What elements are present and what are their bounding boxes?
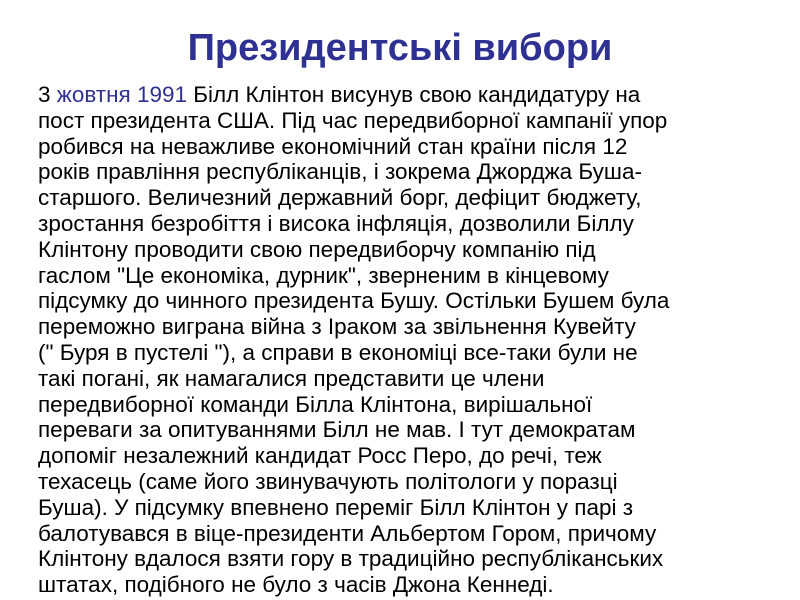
body-line: гаслом "Це економіка, дурник", зверненим в кінцевому xyxy=(38,262,609,288)
body-line: зростання безробіття і висока інфляція, дозволили Біллу xyxy=(38,210,634,236)
body-line: підсумку до чинного президента Бушу. Остільки Бушем була xyxy=(38,288,670,314)
slide-body-text xyxy=(38,82,788,598)
body-line: передвиборної команди Білла Клінтона, вирішальної xyxy=(38,391,593,417)
first-line-rest: Білл Клінтон висунув свою кандидатуру на xyxy=(187,82,641,107)
body-line: допоміг незалежний кандидат Росс Перо, до речі, теж xyxy=(38,443,602,469)
body-line-1 xyxy=(38,82,788,108)
body-line: старшого. Величезний державний борг, дефіцит бюджету, xyxy=(38,185,642,211)
date-link[interactable]: жовтня 1991 xyxy=(56,82,188,107)
date-day: 3 xyxy=(38,82,57,107)
body-line: переможно виграна війна з Іраком за звільнення Кувейту xyxy=(38,314,636,340)
body-line: років правління республіканців, і зокрема Джорджа Буша- xyxy=(38,159,642,185)
body-line: пост президента США. Під час передвиборної кампанії упор xyxy=(38,107,668,133)
body-line: робився на неважливе економічний стан країни після 12 xyxy=(38,133,628,159)
body-line: Клінтону вдалося взяти гору в традиційно республіканських xyxy=(38,546,664,572)
body-line: техасець (саме його звинувачують політологи у поразці xyxy=(38,468,618,494)
body-line: Буша). У підсумку впевнено переміг Білл Клінтон у парі з xyxy=(38,494,634,520)
body-line: штатах, подібного не було з часів Джона Кеннеді. xyxy=(38,572,554,598)
slide-title: Президентські вибори xyxy=(187,27,613,69)
body-line: Клінтону проводити свою передвиборчу компанію під xyxy=(38,236,596,262)
body-line: переваги за опитуваннями Білл не мав. І тут демократам xyxy=(38,417,636,443)
body-line: такі погані, як намагалися представити це члени xyxy=(38,365,545,391)
body-line: балотувався в віце-президенти Альбертом Гором, причому xyxy=(38,520,657,546)
body-line: (" Буря в пустелі "), а справи в економіці все-таки були не xyxy=(38,339,638,365)
